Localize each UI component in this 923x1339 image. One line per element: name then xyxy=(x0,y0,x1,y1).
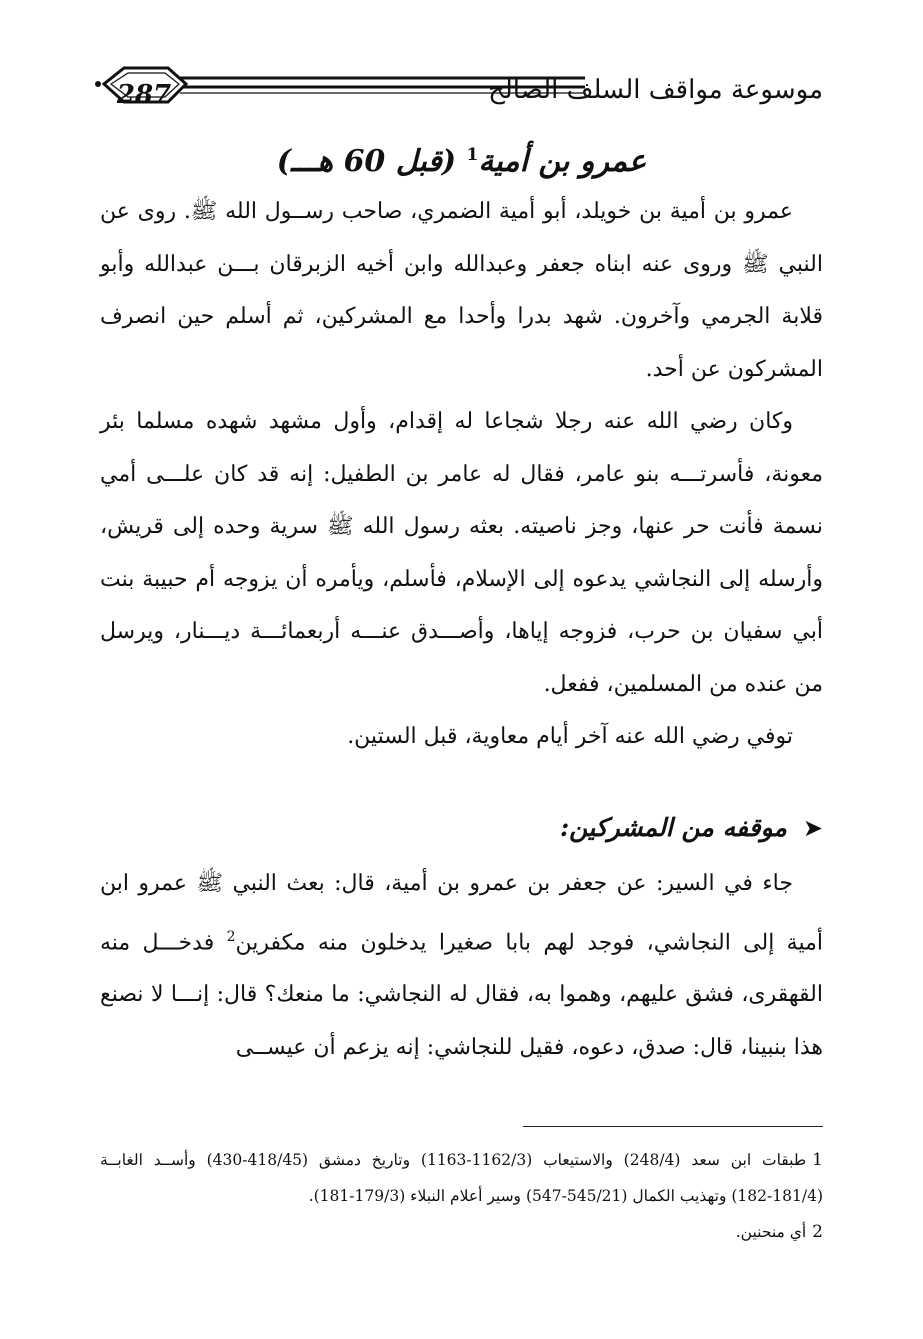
footnote-2-text: أي منحنين. xyxy=(735,1223,807,1241)
arrow-left-icon: ➤ xyxy=(802,814,823,842)
footnote-2-number: 2 xyxy=(812,1222,823,1242)
story-paragraph-1 xyxy=(100,858,823,1074)
footnote-1-number: 1 xyxy=(812,1150,823,1170)
title-date: (قبل 60 هـــ) xyxy=(276,144,467,179)
title-footnote-ref: 1 xyxy=(466,145,479,165)
title-name: عمرو بن أمية xyxy=(478,144,647,179)
story-text xyxy=(100,858,823,1074)
bio-paragraph-2: وكان رضي الله عنه رجلا شجاعا له إقدام، وأول مشهد شهده مسلما بئر معونة، فأسرتـــه بنو عامر، فقال له عامر بن الطفيل: إنه قد كان علـــى أمي نسمة فأنت حر عنها، وجز ناصيته. بعثه رسول الله ﷺ سرية وحده إلى قريش، وأرسله إلى النجاشي يدعوه إلى الإسلام، فأسلم، ويأمره أن يزوجه أم حبيبة بنت أبي سفيان بن حرب، فزوجه إياها، وأصـــدق عنـــه أربعمائـــة ديـــنار، ويرسل من عنده من المسلمين، ففعل. xyxy=(100,409,823,697)
footnote-1-text: طبقات ابن سعد (248/4) والاستيعاب (1162/3-1163) وتاريخ دمشق (418/45-430) وأســد الغابــة (181/4-182) وتهذيب الكمال (545/21-547) وسير أعلام النبلاء (179/3-181). xyxy=(100,1151,823,1205)
article-title xyxy=(100,128,823,182)
bio-paragraph-3: توفي رضي الله عنه آخر أيام معاوية، قبل الستين. xyxy=(347,724,793,749)
section-heading xyxy=(100,800,823,856)
bio-paragraph-1: عمرو بن أمية بن خويلد، أبو أمية الضمري، صاحب رســول الله ﷺ. روى عن النبي ﷺ وروى عنه ابناه جعفر وعبدالله وابن أخيه الزبرقان بـــن عبدالله وأبو قلابة الجرمي وآخرون. شهد بدرا وأحدا مع المشركين، ثم أسلم حين انصرف المشركون عن أحد. xyxy=(100,199,823,382)
biography-text xyxy=(100,186,823,764)
page-number: 287 xyxy=(116,80,172,110)
running-title: موسوعة مواقف السلف الصالح xyxy=(488,75,823,105)
footnote-1 xyxy=(100,1142,823,1214)
story-text-part-1: جاء في السير: عن جعفر بن عمرو بن أمية، قال: بعث النبي ﷺ عمرو ابن أمية إلى النجاشي، فوجد لهم بابا صغيرا يدخلون منه مكفرين xyxy=(100,871,823,955)
footnotes xyxy=(100,1142,823,1250)
section-heading-text: موقفه من المشركين: xyxy=(559,813,787,842)
story-text-part-2: فدخـــل منه القهقرى، فشق عليهم، وهموا به، فقال له النجاشي: ما منعك؟ قال: إنـــا لا نصنع هذا بنبينا، قال: صدق، دعوه، فقيل للنجاشي: إنه يزعم أن عيســى xyxy=(100,929,823,1060)
footnote-divider xyxy=(523,1126,823,1127)
story-footnote-ref: 2 xyxy=(226,928,236,945)
footnote-2 xyxy=(100,1214,823,1250)
